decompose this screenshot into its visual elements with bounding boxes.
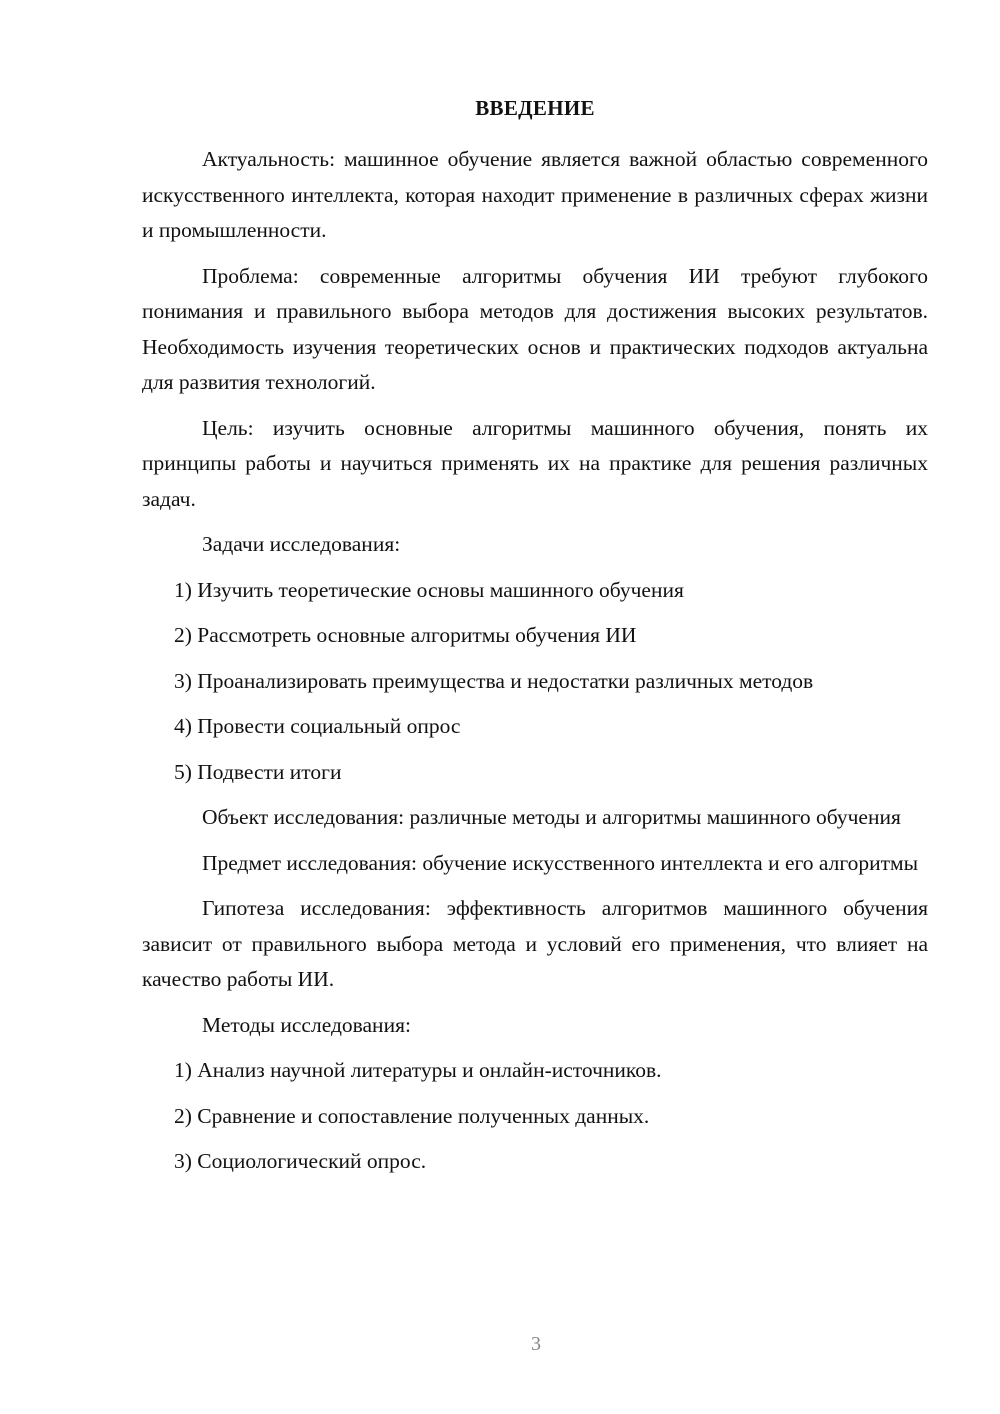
page-number: 3 bbox=[531, 1333, 541, 1355]
list-item: 3) Социологический опрос. bbox=[174, 1149, 427, 1173]
hypothesis-paragraph: Гипотеза исследования: эффективность алгоритмов машинного обучения зависит от правильного выбора метода и условий его применения, что влияет на качество работы ИИ. bbox=[142, 896, 928, 991]
problem-paragraph: Проблема: современные алгоритмы обучения ИИ требуют глубокого понимания и правильного выбора методов для достижения высоких результатов. Необходимость изучения теоретических основ и практических подходов актуальна для развития технологий. bbox=[142, 263, 928, 394]
list-item: 2) Сравнение и сопоставление полученных данных. bbox=[174, 1103, 650, 1128]
list-item: 2) Рассмотреть основные алгоритмы обучения ИИ bbox=[174, 623, 637, 647]
tasks-title: Задачи исследования: bbox=[202, 532, 401, 556]
relevance-paragraph: Актуальность: машинное обучение является важной областью современного искусственного интеллекта, которая находит применение в различных сферах жизни и промышленности. bbox=[142, 147, 928, 242]
methods-list bbox=[142, 1053, 928, 1180]
list-item: 1) Анализ научной литературы и онлайн-источников. bbox=[174, 1058, 662, 1082]
list-item: 3) Проанализировать преимущества и недостатки различных методов bbox=[174, 668, 814, 693]
tasks-list bbox=[142, 573, 928, 791]
subject-paragraph: Предмет исследования: обучение искусственного интеллекта и его алгоритмы bbox=[202, 850, 919, 875]
list-item: 5) Подвести итоги bbox=[174, 759, 342, 784]
goal-paragraph: Цель: изучить основные алгоритмы машинного обучения, понять их принципы работы и научиться применять их на практике для решения различных задач. bbox=[142, 415, 928, 511]
list-item: 1) Изучить теоретические основы машинного обучения bbox=[174, 577, 684, 602]
object-paragraph: Объект исследования: различные методы и алгоритмы машинного обучения bbox=[202, 805, 901, 829]
methods-title: Методы исследования: bbox=[202, 1012, 411, 1037]
document-body bbox=[142, 142, 928, 1190]
page-title: ВВЕДЕНИЕ bbox=[475, 96, 595, 120]
list-item: 4) Провести социальный опрос bbox=[174, 714, 461, 738]
